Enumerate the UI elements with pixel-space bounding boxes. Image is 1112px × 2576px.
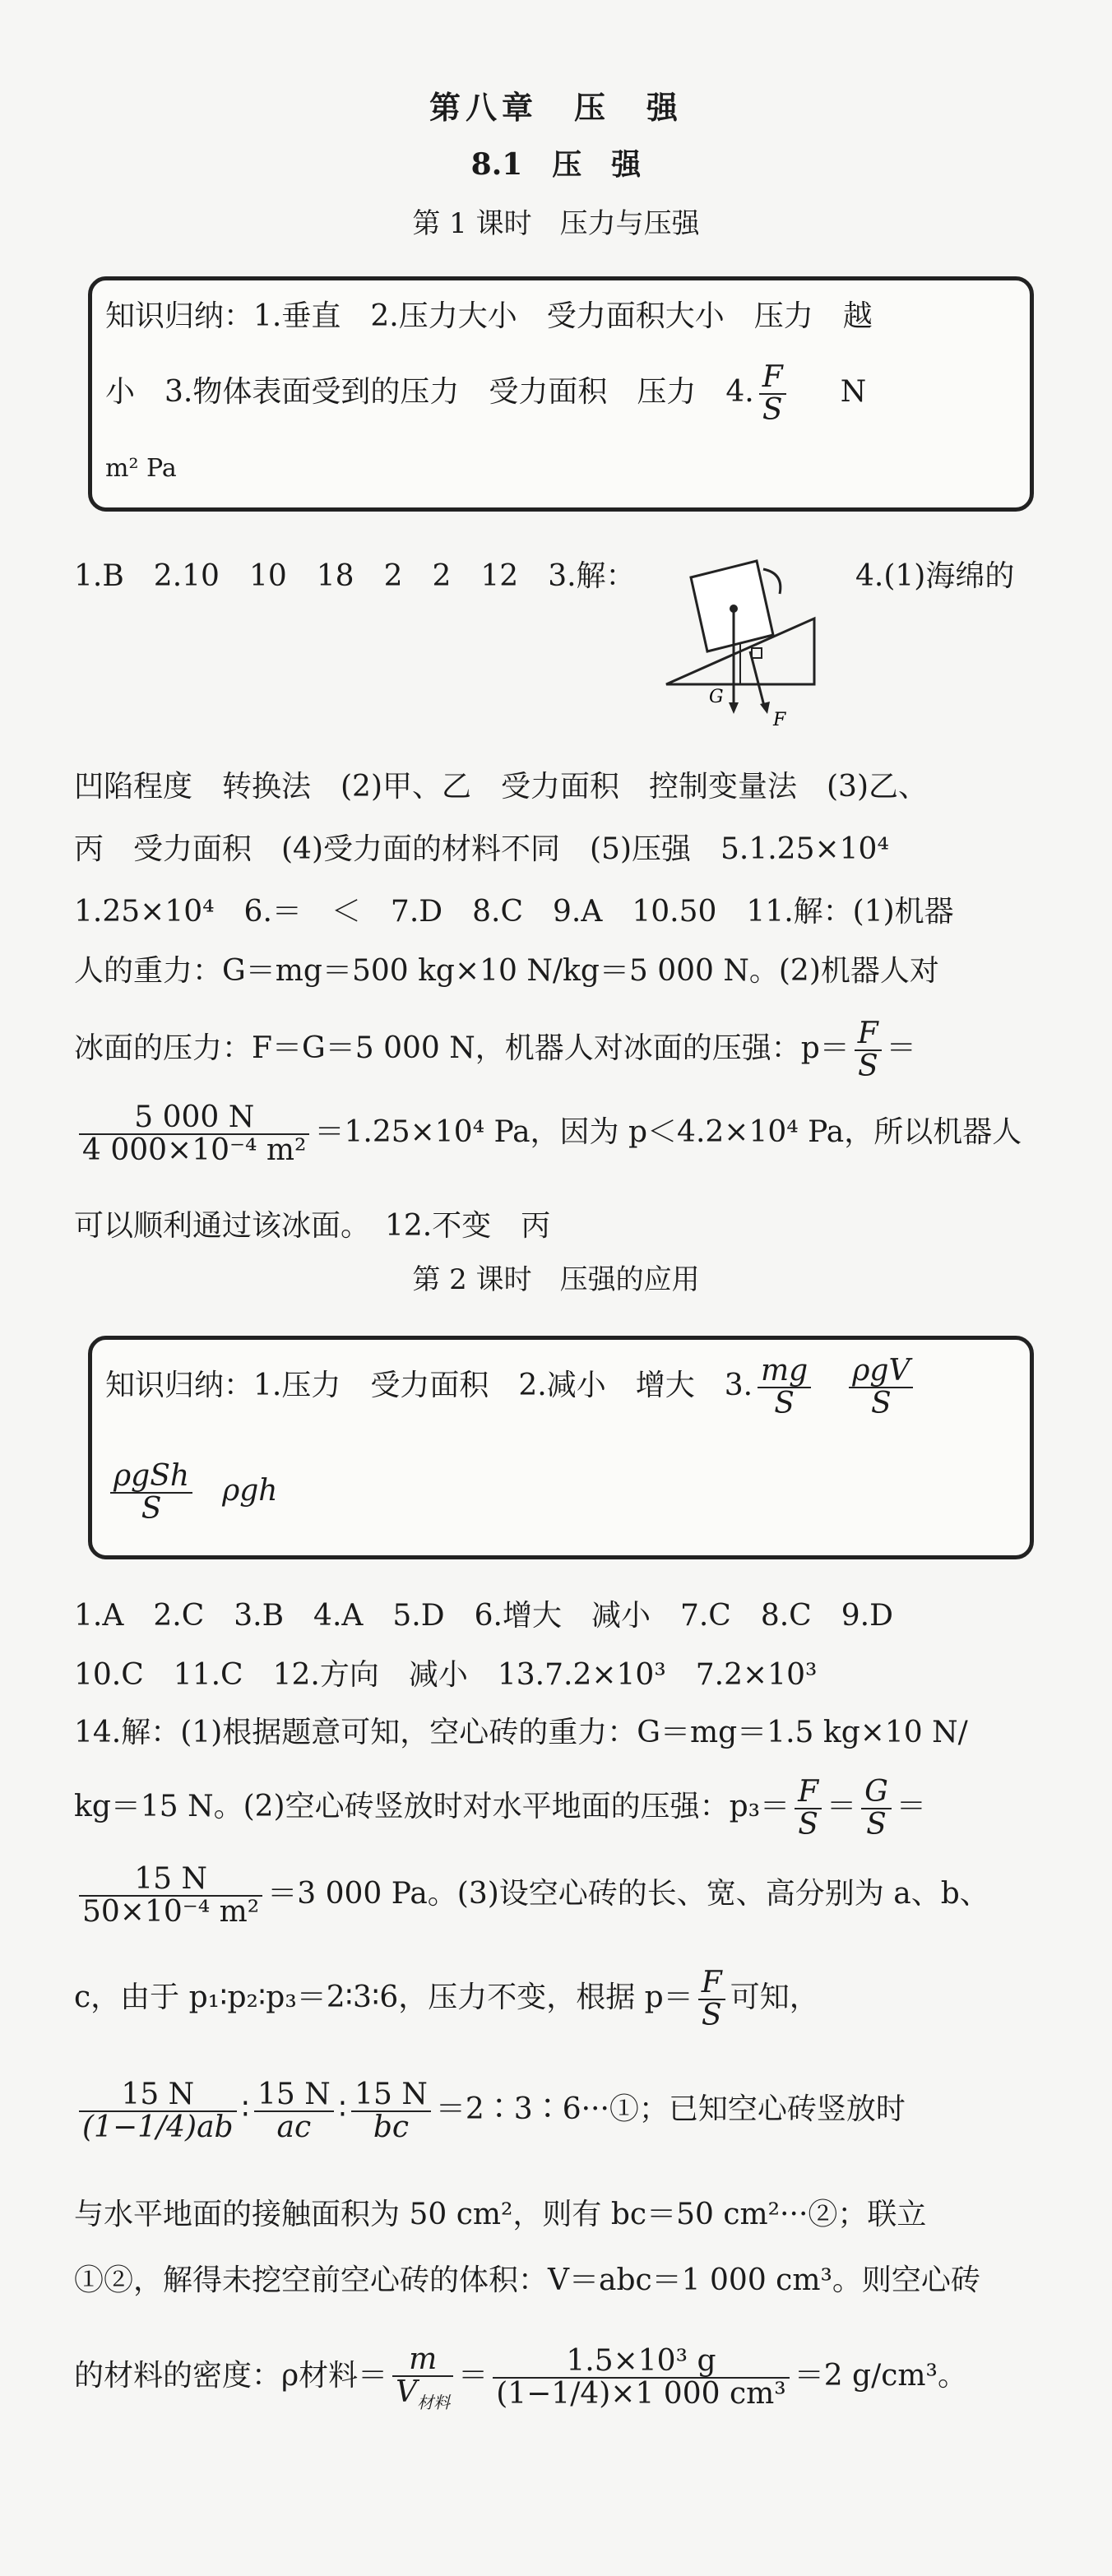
lesson2-answer-line5-text: ＝3 000 Pa。(3)设空心砖的长、宽、高分别为 a、b、: [267, 1876, 989, 1911]
formula-denominator: S: [857, 1049, 878, 1083]
formula-numerator: ρgSh: [110, 1461, 192, 1494]
section-title: 8.1 压 强: [470, 147, 642, 182]
lesson1-answer-line5: 人的重力：G＝mg＝500 kg×10 N/kg＝5 000 N。(2)机器人对: [74, 954, 939, 988]
lesson2-answer-line10-end: ＝2 g/cm³。: [794, 2359, 967, 2393]
lesson1-summary-line2: [105, 362, 866, 426]
pressure-calc-fraction: [79, 1102, 309, 1166]
lesson1-answer-line6: 冰面的压力：F＝G＝5 000 N，机器人对冰面的压强：p＝ $\frac{F}{S}$ ＝: [74, 1017, 916, 1083]
lesson1-answer-line7-text: ＝1.25×10⁴ Pa，因为 p＜4.2×10⁴ Pa，所以机器人: [314, 1114, 1022, 1149]
lesson2-answer-line6-text: c，由于 p₁∶p₂∶p₃＝2∶3∶6，压力不变，根据 p＝: [74, 1980, 693, 2014]
pressure-calc-fraction-2: [79, 1864, 262, 1928]
formula-denominator: S: [774, 1386, 795, 1420]
formula-g-s: $\frac{G}{S}$: [861, 1777, 892, 1841]
calc-numerator: 15 N: [254, 2079, 334, 2112]
formula-rhogsh-s: [110, 1461, 192, 1525]
lesson2-answer-line4: kg＝15 N。(2)空心砖竖放时对水平地面的压强：p₃＝ $\frac{F}{S}$ ＝ $\frac{G}{S}$ ＝: [74, 1775, 926, 1842]
lesson2-answer-line7-text: ＝2∶3∶6···①；已知空心砖竖放时: [435, 2092, 906, 2126]
ratio-fraction-2: $\frac{15 N}{ac}$: [254, 2079, 334, 2143]
lesson1-answer-line6-text: 冰面的压力：F＝G＝5 000 N，机器人对冰面的压强：p＝: [74, 1031, 850, 1065]
calc-numerator: 5 000 N: [79, 1102, 309, 1135]
lesson2-answer-line7: $\frac{15 N}{(1-1/4)ab}$ ∶ $\frac{15 N}{ac}$ ∶ $\frac{15 N}{bc}$ ＝2∶3∶6···①；已知空心砖竖放时: [74, 2079, 906, 2143]
lesson2-answer-line5: [74, 1864, 989, 1928]
chapter-title: 第八章 压 强: [429, 89, 683, 126]
lesson1-title: 第 1 课时 压力与压强: [412, 207, 700, 240]
calc-denominator: 4 000×10⁻⁴ m²: [82, 1133, 307, 1167]
lesson2-answer-line3: 14.解：(1)根据题意可知，空心砖的重力：G＝mg＝1.5 kg×10 N/: [74, 1716, 968, 1749]
lesson2-answer-line9: ①②，解得未挖空前空心砖的体积：V＝abc＝1 000 cm³。则空心砖: [74, 2263, 980, 2297]
lesson2-summary-line1-text: 知识归纳：1.压力 受力面积 2.减小 增大 3.: [105, 1368, 753, 1402]
lesson1-answer-line4: 1.25×10⁴ 6.＝ ＜ 7.D 8.C 9.A 10.50 11.解：(1)机器: [74, 895, 954, 929]
force-diagram-figure: [658, 553, 822, 734]
lesson1-summary-line3: m² Pa: [105, 454, 177, 483]
formula-f-s-3: [698, 1967, 725, 2032]
calc-denominator: 50×10⁻⁴ m²: [82, 1894, 260, 1929]
formula-denominator: S: [141, 1491, 162, 1526]
unit-newton: N: [840, 374, 867, 409]
gravity-arrow-head: [729, 702, 739, 714]
ratio-fraction-1: [79, 2079, 237, 2143]
lesson1-answer-line8: 可以顺利通过该冰面。 12.不变 丙: [74, 1209, 551, 1243]
pressure-formula: [759, 362, 786, 426]
lesson2-answer-line1: 1.A 2.C 3.B 4.A 5.D 6.增大 减小 7.C 8.C 9.D: [74, 1599, 893, 1633]
lesson2-title: 第 2 课时 压强的应用: [412, 1263, 700, 1296]
lesson1-summary-line1: 知识归纳：1.垂直 2.压力大小 受力面积大小 压力 越: [105, 299, 873, 333]
pressure-label: F: [773, 710, 786, 730]
formula-numerator: F: [759, 362, 786, 395]
formula-f-s: [795, 1777, 822, 1841]
lesson1-summary-line2-text: 小 3.物体表面受到的压力 受力面积 压力 4.: [105, 374, 754, 409]
formula-denominator: S: [866, 1807, 887, 1842]
formula-numerator: ρgV: [849, 1355, 913, 1388]
pressure-arrow-head: [760, 702, 770, 714]
formula-denominator: S: [871, 1386, 892, 1420]
formula-denominator: S: [762, 392, 783, 427]
formula-numerator: F: [855, 1018, 882, 1051]
pressure-formula-2: [855, 1018, 882, 1082]
lesson2-answer-line6-end: 可知，: [730, 1980, 819, 2014]
calc-numerator: 15 N: [351, 2079, 431, 2112]
density-fraction-2: [493, 2346, 790, 2410]
cup-handle: [763, 569, 781, 594]
lesson2-answer-line10-text: 的材料的密度：ρ材料＝: [74, 2359, 388, 2393]
lesson2-summary-line2: [105, 1461, 277, 1525]
calc-denominator: (1−1/4)ab: [82, 2110, 234, 2144]
density-fraction-1: m $V_{材料}$: [392, 2344, 453, 2412]
lesson2-answer-line4-text: kg＝15 N。(2)空心砖竖放时对水平地面的压强：p₃＝: [74, 1789, 790, 1823]
calc-numerator: 15 N: [79, 1864, 262, 1897]
calc-numerator: 1.5×10³ g: [493, 2346, 790, 2379]
lesson2-answer-line6: [74, 1967, 819, 2032]
lesson1-answer-line7: [74, 1102, 1022, 1166]
calc-numerator: 15 N: [79, 2079, 237, 2112]
lesson2-answer-line2: 10.C 11.C 12.方向 减小 13.7.2×10³ 7.2×10³: [74, 1658, 818, 1692]
formula-rhogh: ρgh: [222, 1473, 278, 1508]
formula-numerator: mg: [758, 1355, 811, 1388]
formula-numerator: F: [795, 1777, 822, 1809]
formula-numerator: F: [698, 1967, 725, 2000]
lesson1-answer-line2: 凹陷程度 转换法 (2)甲、乙 受力面积 控制变量法 (3)乙、: [74, 770, 928, 804]
pressure-arrow: [750, 651, 765, 709]
formula-rhogv-s: [849, 1355, 913, 1420]
formula-denominator: S: [701, 1998, 722, 2032]
right-angle-mark: [752, 648, 762, 658]
formula-mg-s: [758, 1355, 811, 1420]
gravity-label: G: [709, 687, 724, 707]
lesson1-answer-line3: 丙 受力面积 (4)受力面的材料不同 (5)压强 5.1.25×10⁴: [74, 832, 889, 866]
lesson2-answer-line10: 的材料的密度：ρ材料＝ m $V_{材料}$ ＝ $\frac{\text{1.5×10³ g}}{\text{(1−1/4)×1 000 cm³}}$ ＝2 g/cm³。: [74, 2342, 967, 2412]
calc-denominator: (1−1/4)×1 000 cm³: [496, 2377, 786, 2411]
ratio-fraction-3: $\frac{15 N}{bc}$: [351, 2079, 431, 2143]
lesson1-answer-line1a: 1.B 2.10 10 18 2 2 12 3.解：: [74, 559, 636, 593]
lesson2-answer-line8: 与水平地面的接触面积为 50 cm²，则有 bc＝50 cm²···②；联立: [74, 2198, 927, 2231]
lesson2-summary-line1: [105, 1355, 918, 1420]
lesson1-answer-line1b: 4.(1)海绵的: [855, 559, 1015, 593]
formula-denominator: S: [798, 1807, 818, 1842]
